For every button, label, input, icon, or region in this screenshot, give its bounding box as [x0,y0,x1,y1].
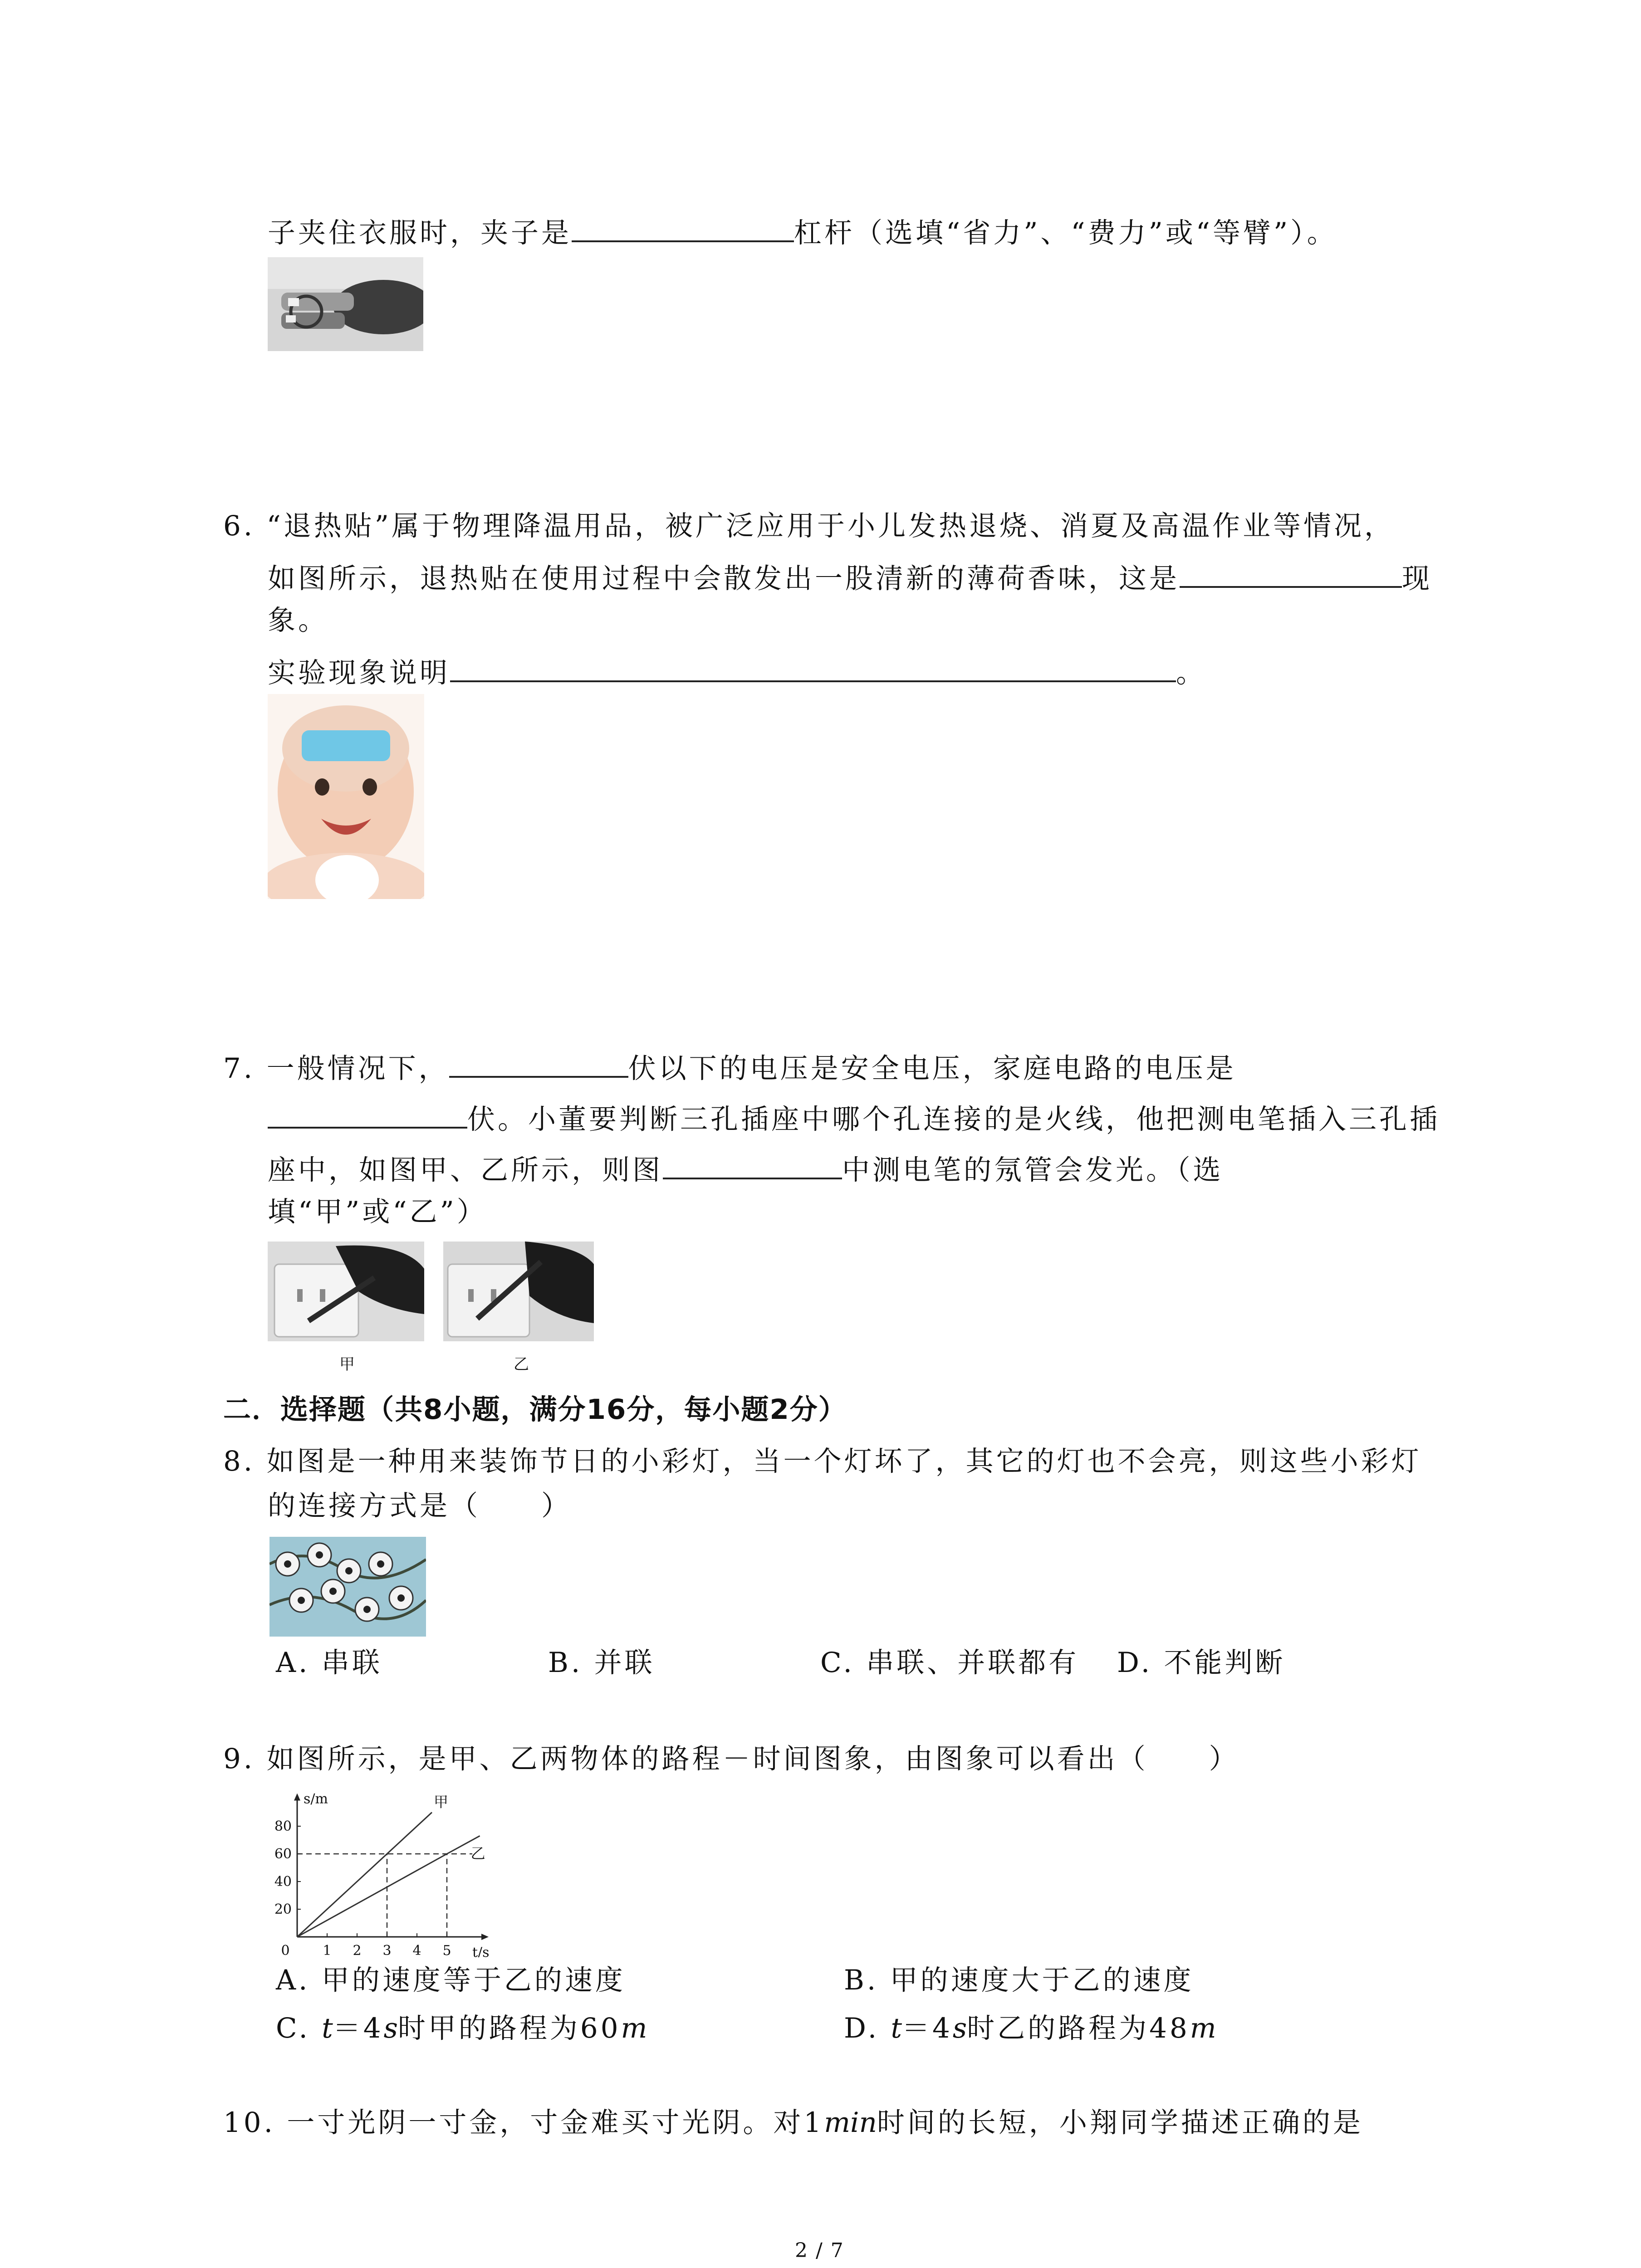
y-tick-label: 40 [274,1874,292,1890]
q6-line1: 6. “退热贴”属于物理降温用品，被广泛应用于小儿发热退烧、消夏及高温作业等情况， [223,510,1395,542]
q7-line4: 填“甲”或“乙”） [268,1196,487,1228]
y-tick-label: 20 [274,1901,292,1917]
string-lights-image [269,1537,426,1637]
q6-answer-blank-2[interactable] [450,653,1176,682]
chart-guides [297,1854,472,1937]
clothes-clip-image [268,257,423,351]
section-heading: 二．选择题（共8小题，满分16分，每小题2分） [223,1393,847,1426]
q9-d-unit-s: s [952,2012,967,2044]
x-axis-arrow [481,1934,489,1940]
chart-svg [254,1783,499,1957]
socket-test-pen-image-a [268,1242,424,1341]
q6-text-a: 如图所示，退热贴在使用过程中会散发出一股清新的薄荷香味，这是 [268,562,1180,595]
q7-answer-blank-2[interactable] [268,1100,467,1129]
q7-text-a: 7. 一般情况下， [223,1052,449,1085]
y-tick-label: 60 [274,1846,292,1862]
q9-d-eq: ＝4 [902,2012,953,2044]
y-axis-arrow [294,1794,300,1801]
q8-line2: 的连接方式是（ ） [268,1490,572,1522]
q7-text-c: 伏。小董要判断三孔插座中哪个孔连接的是火线，他把测电笔插入三孔插 [467,1103,1440,1135]
q5-line1 [268,213,1337,251]
q6-text-c: 实验现象说明 [268,657,451,689]
q6-answer-blank-1[interactable] [1180,559,1402,588]
q7-line3 [268,1150,1224,1188]
y-tick-label: 80 [274,1818,292,1834]
q9-d-var-t: t [891,2012,902,2044]
baby-cooling-patch-image [268,694,424,899]
q5-text-b: 杠杆（选填“省力”、“费力”或“等臂”）。 [794,217,1337,249]
x-tick-label: 5 [442,1943,451,1957]
q9-c-unit-m: m [621,2012,647,2044]
x-tick-label: 1 [323,1943,332,1957]
q7-line1 [223,1049,1236,1087]
series-line-2 [297,1836,480,1937]
q9-c-eq: ＝4 [333,2012,384,2044]
q9-d-text: 时乙的路程为48 [967,2012,1190,2044]
q7-line2 [268,1100,1440,1138]
q10-line [223,2105,1363,2141]
page-number: 2 / 7 [795,2239,844,2262]
q7-answer-blank-1[interactable] [449,1049,628,1078]
q6-text-d: 。 [1176,657,1207,689]
q8-option-a[interactable]: A. 串联 [276,1647,382,1679]
q7-answer-blank-3[interactable] [663,1150,842,1179]
x-tick-label: 3 [382,1943,392,1957]
series-line-1 [297,1813,432,1937]
q9-option-b[interactable]: B. 甲的速度大于乙的速度 [844,1964,1194,1996]
socket-test-pen-image-b [443,1242,594,1341]
q9-c-prefix: C. [276,2012,322,2044]
chart-axes [294,1794,489,1941]
q6-text-b: 现 [1402,562,1433,595]
q5-answer-blank[interactable] [572,213,794,242]
image-b-caption: 乙 [514,1355,529,1374]
q9-c-var-t: t [322,2012,333,2044]
q5-text-a: 子夹住衣服时，夹子是 [268,217,572,249]
q10-text-a: 10. 一寸光阴一寸金，寸金难买寸光阴。对1 [223,2107,824,2139]
q8-option-c[interactable]: C. 串联、并联都有 [820,1647,1079,1679]
q8-line1: 8. 如图是一种用来装饰节日的小彩灯，当一个灯坏了，其它的灯也不会亮，则这些小彩灯 [223,1445,1422,1477]
q6-line2 [268,559,1432,597]
x-axis-title: t/s [472,1945,490,1957]
y-axis-title: s/m [304,1791,328,1807]
q9-d-unit-m: m [1190,2012,1216,2044]
q9-option-a[interactable]: A. 甲的速度等于乙的速度 [276,1964,626,1996]
q8-option-b[interactable]: B. 并联 [548,1647,655,1679]
q9-line1: 9. 如图所示，是甲、乙两物体的路程－时间图象，由图象可以看出（ ） [223,1743,1239,1775]
q7-text-e: 中测电笔的氖管会发光。（选 [842,1154,1224,1186]
q9-option-c[interactable] [276,2010,647,2047]
x-tick-label: 2 [353,1943,362,1957]
q6-line4 [268,653,1206,691]
series-name-label: 甲 [434,1793,449,1811]
x-tick-label: 0 [281,1943,290,1957]
q8-option-d[interactable]: D. 不能判断 [1117,1647,1286,1679]
image-a-caption: 甲 [339,1355,355,1374]
q9-option-d[interactable] [844,2010,1216,2047]
x-tick-label: 4 [412,1943,421,1957]
q7-text-d: 座中，如图甲、乙所示，则图 [268,1154,663,1186]
chart-series [297,1813,480,1937]
q10-unit-min: min [824,2107,877,2139]
q7-text-b: 伏以下的电压是安全电压，家庭电路的电压是 [628,1052,1236,1085]
q6-line3: 象。 [268,604,329,636]
q9-c-text: 时甲的路程为60 [397,2012,621,2044]
q9-c-unit-s: s [383,2012,398,2044]
q10-text-b: 时间的长短，小翔同学描述正确的是 [877,2107,1363,2139]
series-name-label: 乙 [470,1845,485,1862]
distance-time-chart [254,1783,499,1957]
q9-d-prefix: D. [844,2012,891,2044]
